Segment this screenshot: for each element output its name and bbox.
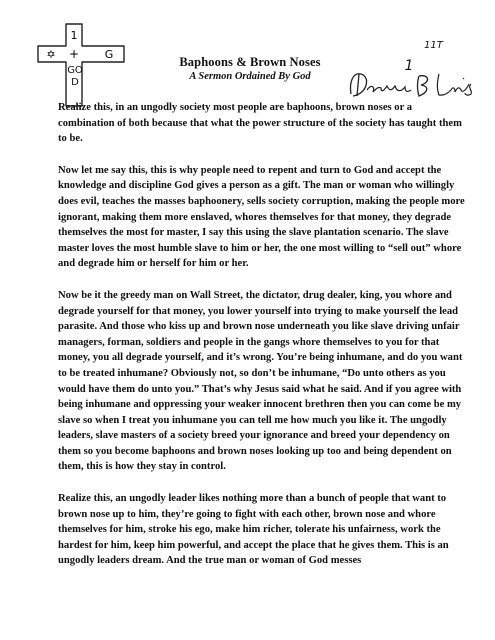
logo-god-letters: GOD: [67, 65, 83, 88]
page-code: 11T: [424, 40, 443, 51]
sermon-body: [58, 100, 470, 585]
paragraph: Now be it the greedy man on Wall Street, the dictator, drug dealer, king, you whore and degrade yourself for that money, you lower yourself into trying to make yourself the lead parasite. And those who kiss up and brown nose underneath you like slave driving unfair managers, forman, soldiers and people in the gangs whore themselves to you for that money, you all degrade yourself, and it’s wrong. You’re being inhumane, and do you want to be treated inhumane? Obviously not, so don’t be inhumane, “Do unto others as you would have them do unto you.” That’s why Jesus said what he said. And if you agree with being inhumane and oppressing your weaker innocent brethren then you can come be my slave so when I treat you inhumane you can tell me how much you like it. The ungodly leaders, slave masters of a society breed your ignorance and breed your dependency on them so you become baphoons and brown noses looking up too and being dependent on them, this is how they stay in control.: [58, 289, 463, 473]
logo-top-symbol: 1: [70, 29, 78, 42]
page-number: 1: [404, 58, 414, 74]
paragraph: Realize this, an ungodly leader likes nothing more than a bunch of people that want to brown nose up to him, they’re going to fight with each other, brown nose and whore themselves for him, stroke his ego, make him richer, tolerate his unfairness, work the hardest for him, keep him powerful, and accept the place that he gives them. This is an ungodly leaders dream. And the true man or woman of God messes: [58, 493, 449, 567]
logo-bottom-text: [67, 65, 83, 89]
header: [150, 55, 350, 82]
handwritten-signature: [345, 68, 480, 102]
document-title: Baphoons & Brown Noses: [179, 55, 321, 69]
paragraph: Realize this, in an ungodly society most people are baphoons, brown noses or a combination of both because that what the power structure of the society has taught them to be.: [58, 102, 462, 145]
logo-left-symbol: ✡: [46, 48, 56, 61]
cross-logo: [36, 22, 128, 108]
document-subtitle: A Sermon Ordained By God: [189, 71, 311, 82]
paragraph: Now let me say this, this is why people need to repent and turn to God and accept the knowledge and discipline God gives a person as a gift. The man or woman who willingly does evil, teaches the masses baphoonery, sells society corruption, making the people more ignorant, making them more enslaved, whores themselves for that money, they degrade themselves the most for master, I say this using the slave plantation scenario. The slave master loves the most humble slave to him or her, the one most willing to “sell out” whore and degrade him or herself for him or her.: [58, 164, 465, 270]
logo-right-text: G: [104, 48, 114, 61]
signature-drawing: [345, 68, 480, 102]
logo-middle-symbol: +: [68, 47, 80, 61]
